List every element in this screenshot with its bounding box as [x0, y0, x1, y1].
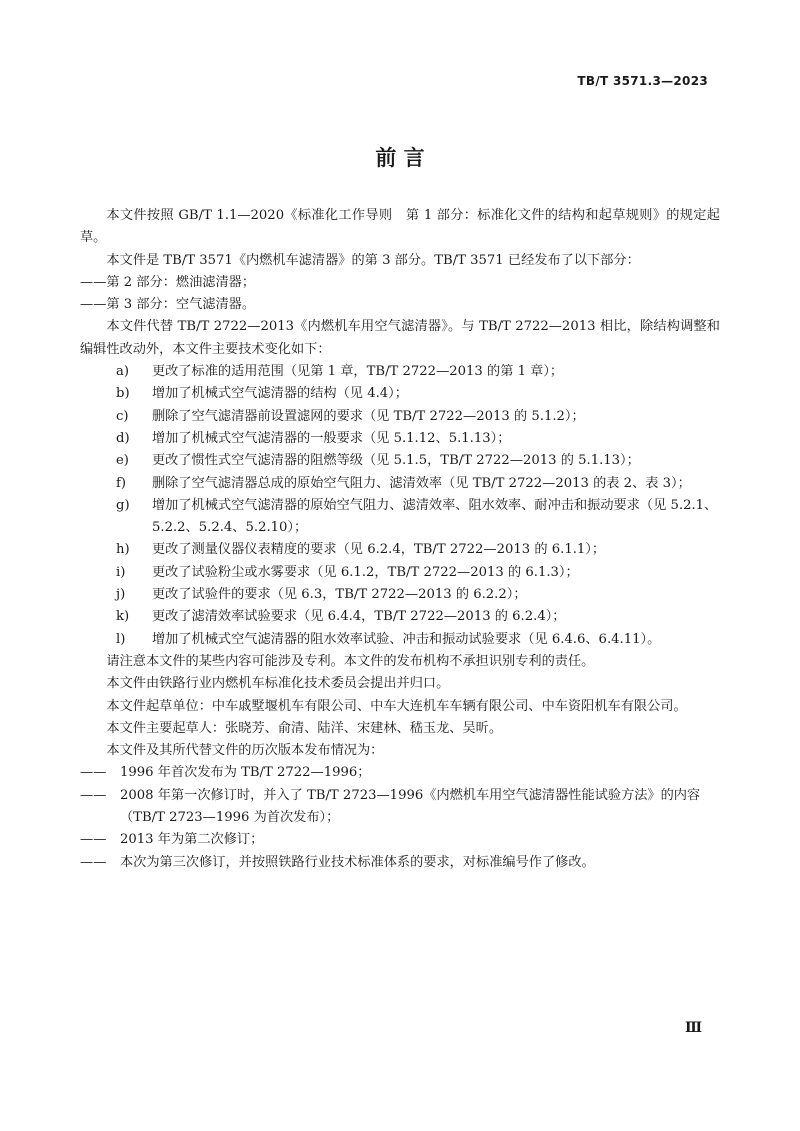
list-marker: d): [116, 430, 130, 446]
paragraph-history-intro: 本文件及其所代替文件的历次版本发布情况为：: [106, 743, 384, 759]
list-item-text: 更改了试验件的要求（见 6.3，TB/T 2722—2013 的 6.2.2）；: [152, 587, 527, 603]
list-marker: j): [116, 587, 126, 603]
list-item: [80, 606, 720, 628]
list-item: [80, 539, 720, 561]
list-marker: g): [116, 497, 130, 513]
part-item: ——第 2 部分：燃油滤清器；: [80, 274, 256, 290]
list-item-text: 更改了试验粉尘或水雾要求（见 6.1.2，TB/T 2722—2013 的 6.1.3）；: [152, 564, 579, 580]
list-marker: i): [116, 564, 126, 580]
list-item-text: 删除了空气滤清器总成的原始空气阻力、滤清效率（见 TB/T 2722—2013 的表 2、表 3）；: [152, 475, 691, 491]
dash-marker: ——: [80, 832, 107, 848]
list-item-text: 增加了机械式空气滤清器的一般要求（见 5.1.12、5.1.13）；: [152, 430, 511, 446]
list-item: [80, 473, 720, 495]
list-item: [80, 562, 720, 584]
list-item: [80, 852, 720, 874]
paragraph-drafters: 本文件主要起草人：张晓芳、俞清、陆洋、宋建林、嵇玉龙、吴昕。: [106, 720, 503, 736]
list-marker: h): [116, 542, 130, 558]
list-item: [80, 450, 720, 472]
list-item-text: 增加了机械式空气滤清器的阻水效率试验、冲击和振动试验要求（见 6.4.6、6.4.11）。: [152, 631, 661, 647]
document-body: [80, 205, 720, 874]
list-item-text: 增加了机械式空气滤清器的结构（见 4.4）；: [152, 386, 408, 402]
paragraph-patent-notice: 请注意本文件的某些内容可能涉及专利。本文件的发布机构不承担识别专利的责任。: [106, 653, 595, 669]
list-item: [80, 785, 720, 830]
paragraph-replacement: 本文件代替 TB/T 2722—2013《内燃机车用空气滤清器》。与 TB/T 2722—2013 相比，除结构调整和编辑性改动外，本文件主要技术变化如下：: [80, 319, 720, 357]
list-item-text: 更改了滤清效率试验要求（见 6.4.4，TB/T 2722—2013 的 6.2.4）；: [152, 609, 566, 625]
list-item: [80, 383, 720, 405]
paragraph-series-intro: 本文件是 TB/T 3571《内燃机车滤清器》的第 3 部分。TB/T 3571 已经发布了以下部分：: [106, 252, 640, 268]
page-title: 前 言: [375, 146, 425, 170]
list-marker: e): [116, 453, 129, 469]
list-marker: a): [116, 364, 130, 380]
list-marker: k): [116, 609, 130, 625]
list-marker: l): [116, 631, 126, 647]
list-item: [80, 829, 720, 851]
list-item: [80, 406, 720, 428]
dash-marker: ——: [80, 854, 107, 870]
list-marker: b): [116, 386, 130, 402]
list-item-text: 更改了标准的适用范围（见第 1 章，TB/T 2722—2013 的第 1 章）；: [152, 364, 564, 380]
history-list: [80, 762, 720, 873]
dash-marker: ——: [80, 765, 107, 781]
list-marker: c): [116, 408, 129, 424]
list-item-text: 2008 年第一次修订时，并入了 TB/T 2723—1996《内燃机车用空气滤清器性能试验方法》的内容（TB/T 2723—1996 为首次发布）；: [120, 787, 701, 826]
dash-marker: ——: [80, 787, 107, 803]
list-item-text: 2013 年为第二次修订；: [120, 832, 264, 848]
list-item-text: 1996 年首次发布为 TB/T 2722—1996；: [120, 765, 371, 781]
standard-code-header: TB/T 3571.3—2023: [577, 74, 708, 88]
changes-list: [80, 361, 720, 651]
part-item: ——第 3 部分：空气滤清器。: [80, 297, 256, 313]
list-item: [80, 584, 720, 606]
list-item: [80, 629, 720, 651]
paragraph-proposer: 本文件由铁路行业内燃机车标准化技术委员会提出并归口。: [106, 676, 450, 692]
list-item: [80, 495, 720, 540]
list-item-text: 删除了空气滤清器前设置滤网的要求（见 TB/T 2722—2013 的 5.1.2）；: [152, 408, 585, 424]
list-item-text: 更改了测量仪器仪表精度的要求（见 6.2.4，TB/T 2722—2013 的 6.1.1）；: [152, 542, 606, 558]
list-item-text: 本次为第三次修订，并按照铁路行业技术标准体系的要求，对标准编号作了修改。: [120, 854, 595, 870]
list-item: [80, 428, 720, 450]
paragraph-drafting-units: 本文件起草单位：中车戚墅堰机车有限公司、中车大连机车车辆有限公司、中车资阳机车有限公司。: [106, 698, 687, 714]
list-marker: f): [116, 475, 127, 491]
paragraph-drafting-rules: 本文件按照 GB/T 1.1—2020《标准化工作导则 第 1 部分：标准化文件的结构和起草规则》的规定起草。: [80, 208, 720, 246]
page-number: Ⅲ: [684, 1020, 702, 1036]
list-item-text: 增加了机械式空气滤清器的原始空气阻力、滤清效率、阻水效率、耐冲击和振动要求（见 5.2.1、5.2.2、5.2.4、5.2.10）；: [152, 497, 718, 536]
list-item: [80, 762, 720, 784]
list-item: [80, 361, 720, 383]
list-item-text: 更改了惯性式空气滤清器的阻燃等级（见 5.1.5，TB/T 2722—2013 的 5.1.13）；: [152, 453, 640, 469]
